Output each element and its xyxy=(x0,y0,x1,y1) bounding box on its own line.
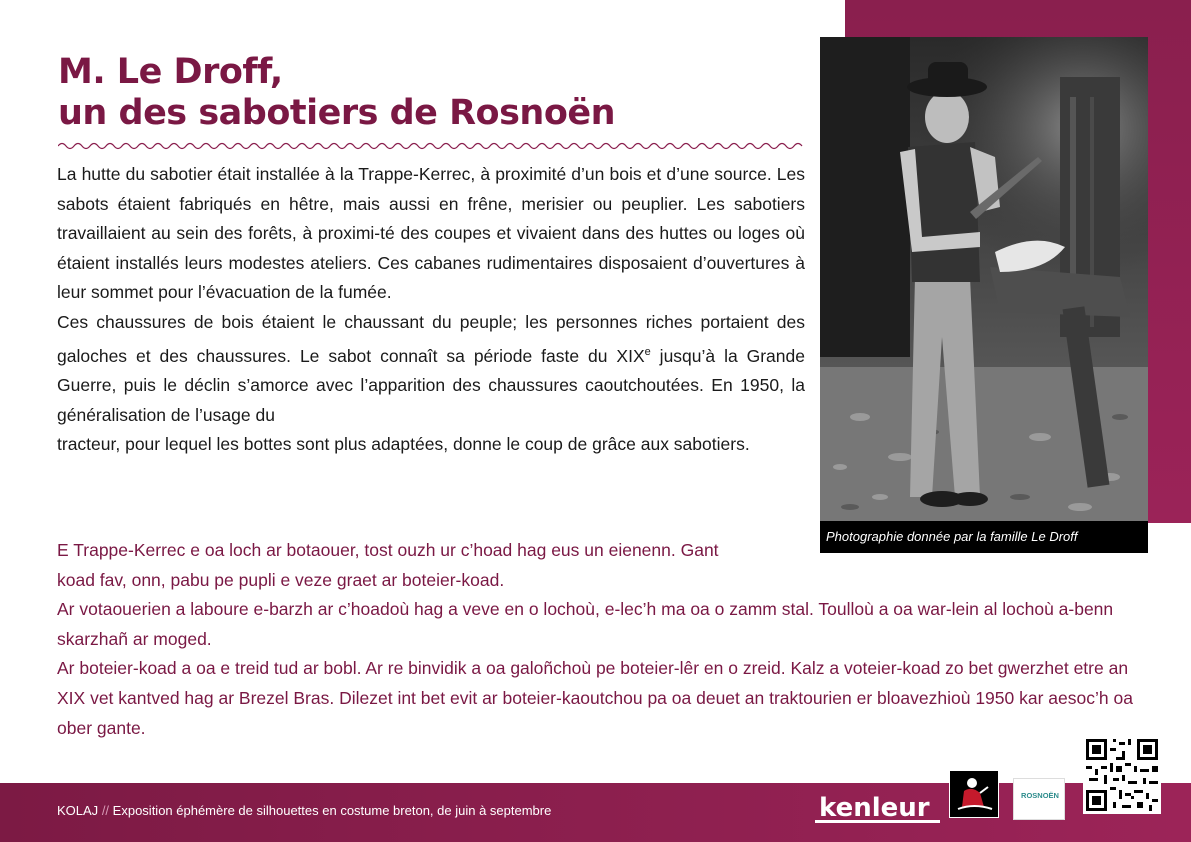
photo-frame xyxy=(820,37,1148,553)
french-paragraph-1: La hutte du sabotier était installée à la Trappe-Kerrec, à proximité d’un bois et d’une source. Les sabots étaient fabriqués en hêtre, mais aussi en frêne, merisier ou peuplier. Les sabotiers travaillaient au sein des forêts, à proximi-té des coupes et vivaient dans des huttes ou loges où étaient installés leurs modestes ateliers. Ces cabanes rudimentaires disposaient d’ouvertures à leur sommet pour l’évacuation de la fumée. xyxy=(57,164,805,303)
french-text xyxy=(57,160,805,460)
dancer-logo xyxy=(949,770,999,818)
kenleur-logo xyxy=(815,790,940,826)
breton-paragraph-3: Ar boteier-koad a oa e treid tud ar bobl. Ar re binvidik a oa galoñchoù pe boteier-lêr en o zreid. Kalz a voteier-koad zo bet gwerzhet etre an XIX vet kantved hag ar Brezel Bras. Dilezet int bet evit ar boteier-kaoutchou pa oa deuet an traktourien er bloavezhioù 1950 kar aesoc’h oa ober gante. xyxy=(57,658,1133,738)
title-line-1: M. Le Droff, xyxy=(58,52,283,92)
footer-separator: // xyxy=(101,803,110,818)
french-paragraph-2a: Ces chaussures de bois étaient le chaussant du peuple; les personnes riches portaient des galoches et des chaussures. Le sabot connaît sa période faste du XIX xyxy=(57,311,805,366)
qr-code[interactable] xyxy=(1083,736,1161,814)
photo-caption: Photographie donnée par la famille Le Droff xyxy=(820,521,1148,553)
breton-paragraph-1: E Trappe-Kerrec e oa loch ar botaouer, tost ouzh ur c’hoad hag eus un eienenn. Gant koad fav, onn, pabu pe pupli e veze graet ar boteier-koad. xyxy=(57,540,719,590)
page-title xyxy=(58,52,818,134)
breton-text xyxy=(57,536,1142,743)
footer-brand: KOLAJ xyxy=(57,803,99,818)
sabotier-photo xyxy=(820,37,1148,521)
footer-description: Exposition éphémère de silhouettes en costume breton, de juin à septembre xyxy=(112,803,552,818)
title-wave-divider xyxy=(58,141,806,151)
kenleur-logo-text: kenleur xyxy=(819,793,930,823)
dancer-icon xyxy=(950,771,998,817)
rosnoen-logo-text: ROSNOËN xyxy=(1021,791,1059,800)
sabotier-photo-illustration xyxy=(820,37,1148,521)
footer-text xyxy=(57,803,551,818)
breton-paragraph-2: Ar votaouerien a laboure e-barzh ar c’hoadoù hag a veve en o lochoù, e-lec’h ma oa o zamm stal. Toulloù a oa war-lein al lochoù a-benn skarzhañ ar moged. xyxy=(57,599,1114,649)
french-paragraph-2 xyxy=(57,308,805,430)
title-line-2: un des sabotiers de Rosnoën xyxy=(58,93,616,133)
french-paragraph-2b: jusqu’à la Grande Guerre, puis le déclin s’amorce avec l’apparition des chaussures caoutchoutées. En 1950, la généralisation de l’usage du xyxy=(57,345,805,425)
french-paragraph-2c: tracteur, pour lequel les bottes sont plus adaptées, donne le coup de grâce aux sabotiers. xyxy=(57,434,750,455)
french-superscript: e xyxy=(644,345,651,358)
rosnoen-logo xyxy=(1013,778,1065,820)
